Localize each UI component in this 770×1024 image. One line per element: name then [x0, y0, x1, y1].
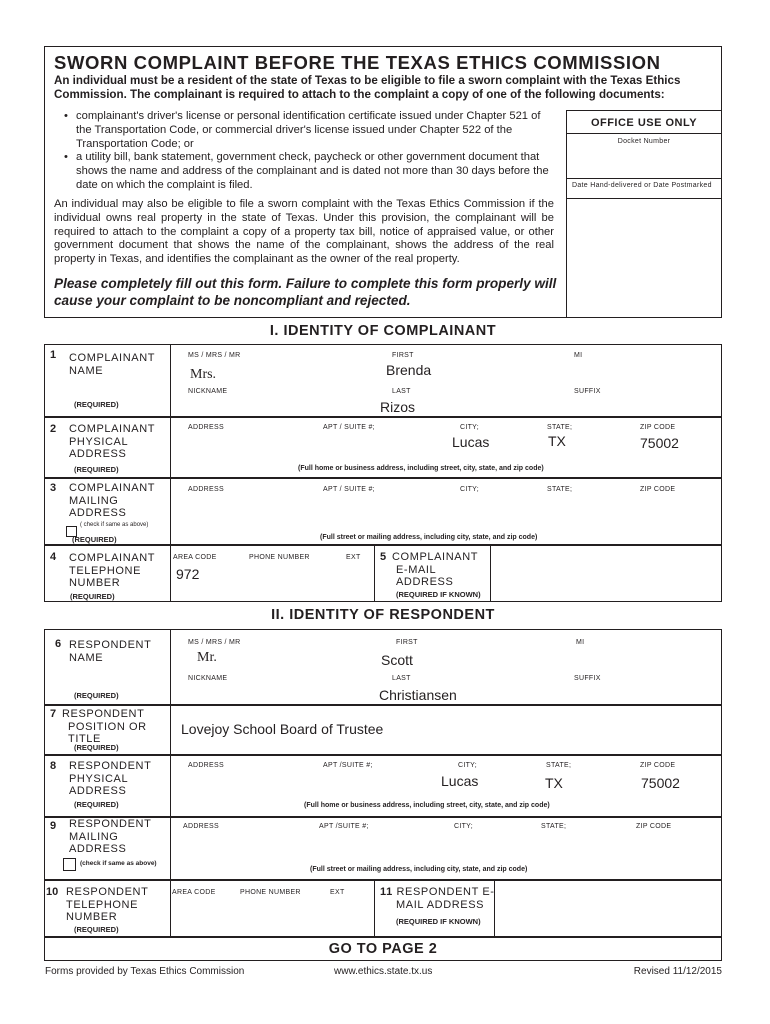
field-number: 8: [50, 760, 57, 772]
respondent-name-label: RESPONDENT NAME: [69, 639, 152, 664]
city-label: CITY;: [454, 823, 473, 830]
state-label: STATE;: [546, 762, 572, 769]
respondent-telephone-label: RESPONDENT TELEPHONE NUMBER: [66, 886, 149, 923]
intro-text: An individual must be a resident of the state of Texas to be eligible to file a sworn complaint with the Texas Ethics Commission. The complainant is required to attach to the complaint a copy of one of the following documents:: [54, 74, 681, 101]
form-title: SWORN COMPLAINT BEFORE THE TEXAS ETHICS COMMISSION: [54, 52, 661, 73]
state-label: STATE;: [541, 823, 567, 830]
respondent-title-value[interactable]: Mr.: [197, 650, 217, 665]
last-name-label: LAST: [392, 388, 411, 395]
complainant-area-code-value[interactable]: 972: [176, 566, 200, 582]
section-2-heading: II. IDENTITY OF RESPONDENT: [271, 607, 495, 623]
address-label: ADDRESS: [188, 486, 224, 493]
zip-code-label: ZIP CODE: [636, 823, 672, 830]
required-note: (REQUIRED): [74, 691, 119, 700]
footer-revision-date: Revised 11/12/2015: [633, 966, 722, 977]
city-label: CITY;: [460, 424, 479, 431]
middle-initial-label: MI: [574, 352, 583, 359]
apt-suite-label: APT /SUITE #;: [323, 762, 373, 769]
complainant-mailing-address-label: COMPLAINANT MAILING ADDRESS: [69, 482, 156, 519]
title-label: MS / MRS / MR: [188, 352, 241, 359]
last-name-label: LAST: [392, 675, 411, 682]
same-as-above-checkbox[interactable]: [63, 858, 76, 871]
city-label: CITY;: [460, 486, 479, 493]
zip-code-label: ZIP CODE: [640, 424, 676, 431]
document-option-license: • complainant's driver's license or personal identification certificate issued under Chapter 521 of the Transportation Code, or commercial driver's license issued under Chapter 522 of the Transportation Code; or: [64, 110, 552, 151]
required-if-known-note: (REQUIRED IF KNOWN): [396, 590, 481, 599]
apt-suite-label: APT / SUITE #;: [323, 486, 375, 493]
docket-number-label: Docket Number: [617, 138, 671, 145]
field-number: 4: [50, 551, 57, 563]
area-code-label: AREA CODE: [173, 554, 217, 561]
required-note: (REQUIRED): [72, 535, 117, 544]
title-label: MS / MRS / MR: [188, 639, 241, 646]
apt-suite-label: APT /SUITE #;: [319, 823, 369, 830]
complainant-telephone-label: COMPLAINANT TELEPHONE NUMBER: [69, 552, 156, 589]
physical-address-note: (Full home or business address, including street, city, state, and zip code): [304, 802, 550, 809]
complainant-physical-address-label: COMPLAINANT PHYSICAL ADDRESS: [69, 423, 156, 460]
field-number: 6: [55, 638, 62, 650]
address-label: ADDRESS: [188, 424, 224, 431]
field-number: 9: [50, 820, 57, 832]
required-documents-list: [64, 110, 552, 193]
complainant-last-name-value[interactable]: Rizos: [380, 399, 416, 415]
ext-label: EXT: [330, 889, 345, 896]
required-note: (REQUIRED): [74, 465, 119, 474]
physical-address-note: (Full home or business address, including street, city, state, and zip code): [298, 465, 544, 472]
complainant-city-value[interactable]: Lucas: [452, 434, 490, 450]
field-number: 1: [50, 349, 57, 361]
address-label: ADDRESS: [183, 823, 219, 830]
field-number: 7: [50, 708, 57, 720]
respondent-mailing-address-label: RESPONDENT MAILING ADDRESS: [69, 818, 152, 855]
required-note: (REQUIRED): [74, 925, 119, 934]
nickname-label: NICKNAME: [188, 675, 228, 682]
respondent-zip-value[interactable]: 75002: [641, 775, 680, 791]
city-label: CITY;: [458, 762, 477, 769]
respondent-first-name-value[interactable]: Scott: [381, 652, 413, 668]
footer-left: Forms provided by Texas Ethics Commission: [45, 966, 245, 977]
required-note: (REQUIRED): [70, 592, 115, 601]
field-number: 2: [50, 423, 57, 435]
required-note: (REQUIRED): [74, 400, 119, 409]
suffix-label: SUFFIX: [574, 388, 601, 395]
complainant-zip-value[interactable]: 75002: [640, 435, 679, 451]
section-1-heading: I. IDENTITY OF COMPLAINANT: [269, 323, 497, 339]
office-use-title: OFFICE USE ONLY: [590, 117, 698, 129]
required-note: (REQUIRED): [74, 800, 119, 809]
check-same-note: ( check if same as above): [80, 522, 149, 528]
complainant-first-name-value[interactable]: Brenda: [386, 362, 432, 378]
state-label: STATE;: [547, 486, 573, 493]
required-note: (REQUIRED): [74, 743, 119, 752]
respondent-position-label: RESPONDENT POSITION OR TITLE: [62, 708, 147, 745]
respondent-position-value[interactable]: Lovejoy School Board of Trustee: [181, 721, 384, 737]
check-same-note: (check if same as above): [80, 860, 157, 867]
complainant-name-label: COMPLAINANT NAME: [69, 352, 156, 377]
complainant-state-value[interactable]: TX: [548, 433, 566, 449]
complainant-email-label: COMPLAINANT E-MAIL ADDRESS: [392, 551, 479, 588]
respondent-physical-address-label: RESPONDENT PHYSICAL ADDRESS: [69, 760, 152, 797]
respondent-city-value[interactable]: Lucas: [441, 773, 479, 789]
completion-warning: Please completely fill out this form. Failure to complete this form properly will cause your complaint to be noncompliant and rejected.: [54, 276, 557, 308]
phone-number-label: PHONE NUMBER: [240, 889, 301, 896]
required-if-known-note: (REQUIRED IF KNOWN): [396, 917, 481, 926]
first-name-label: FIRST: [396, 639, 418, 646]
document-option-utility-bill: • a utility bill, bank statement, government check, paycheck or other government document that shows the name and address of the complainant and is dated not more than 30 days before the date on which the complaint is filed.: [64, 151, 552, 192]
zip-code-label: ZIP CODE: [640, 762, 676, 769]
zip-code-label: ZIP CODE: [640, 486, 676, 493]
date-received-label: Date Hand-delivered or Date Postmarked: [572, 182, 712, 189]
go-to-page-2: GO TO PAGE 2: [328, 941, 438, 957]
field-number: 10: [46, 886, 59, 898]
mailing-address-note: (Full street or mailing address, including city, state, and zip code): [310, 866, 528, 873]
ext-label: EXT: [346, 554, 361, 561]
field-number: 5: [380, 551, 387, 563]
respondent-last-name-value[interactable]: Christiansen: [379, 687, 457, 703]
middle-initial-label: MI: [576, 639, 585, 646]
suffix-label: SUFFIX: [574, 675, 601, 682]
address-label: ADDRESS: [188, 762, 224, 769]
complainant-title-value[interactable]: Mrs.: [190, 367, 217, 382]
area-code-label: AREA CODE: [172, 889, 216, 896]
apt-suite-label: APT / SUITE #;: [323, 424, 375, 431]
mailing-address-note: (Full street or mailing address, including city, state, and zip code): [320, 534, 538, 541]
first-name-label: FIRST: [392, 352, 414, 359]
footer-website[interactable]: www.ethics.state.tx.us: [334, 966, 433, 977]
respondent-email-label: 11 RESPONDENT E- MAIL ADDRESS: [380, 886, 495, 911]
field-number: 3: [50, 482, 57, 494]
property-owner-text: An individual may also be eligible to file a sworn complaint with the Texas Ethics Commission if the individual owns real property in the state of Texas. Under this provision, the complainant will be required to attach to the complaint a copy of a property tax bill, notice of appraised value, or other government document that shows the name of the complainant, shows the address of the real property in Texas, and identifies the complainant as the owner of the real property.: [54, 198, 554, 266]
state-label: STATE;: [547, 424, 573, 431]
phone-number-label: PHONE NUMBER: [249, 554, 310, 561]
nickname-label: NICKNAME: [188, 388, 228, 395]
respondent-state-value[interactable]: TX: [545, 775, 563, 791]
